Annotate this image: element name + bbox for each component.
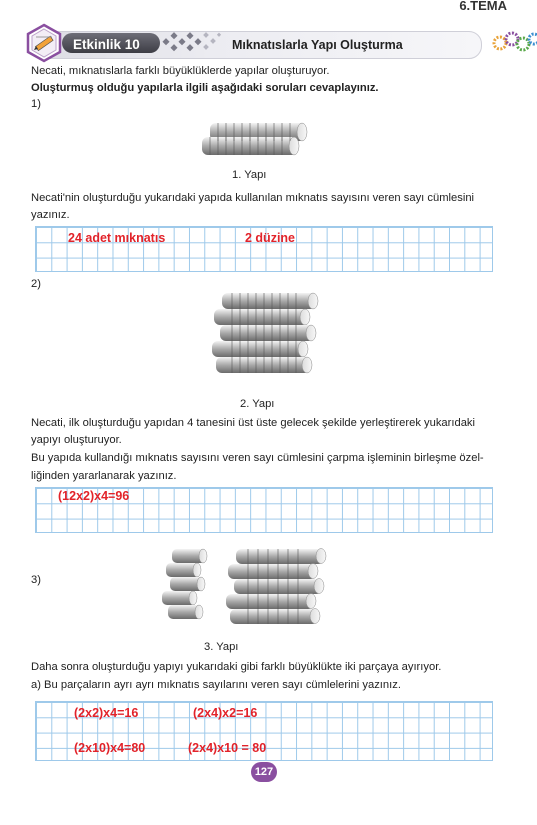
decorative-arc-icon — [478, 705, 537, 825]
q2-question-line1: Necati, ilk oluşturduğu yapıdan 4 tanesini üst üste gelecek şekilde yerleştirerek yukarıdaki — [31, 417, 476, 429]
q2-caption: 2. Yapı — [240, 398, 275, 410]
magnet-structure-3a-image — [160, 545, 210, 625]
q2-question-line4: liğinden yararlanarak yazınız. — [31, 470, 177, 482]
q3-number: 3) — [31, 574, 41, 586]
gears-icon — [492, 29, 537, 55]
q3-question-line2: a) Bu parçaların ayrı ayrı mıknatıs sayılarını veren sayı cümlelerini yazınız. — [31, 679, 401, 691]
page-number: 127 — [251, 762, 277, 782]
q1-question-line2: yazınız. — [31, 209, 70, 221]
activity-label: Etkinlik 10 — [73, 37, 140, 52]
q3-question-line1: Daha sonra oluşturduğu yapıyı yukarıdaki gibi farklı büyüklükte iki parçaya ayırıyor. — [31, 661, 442, 673]
intro-text: Necati, mıknatıslarla farklı büyüklüklerde yapılar oluşturuyor. — [31, 65, 330, 77]
q2-answer: (12x2)x4=96 — [58, 489, 130, 503]
q2-number: 2) — [31, 278, 41, 290]
q3-answer-2: (2x4)x2=16 — [193, 706, 258, 720]
q1-number: 1) — [31, 98, 41, 110]
decorative-dots-icon — [160, 29, 225, 57]
q3-answer-1: (2x2)x4=16 — [74, 706, 139, 720]
theme-label: 6.TEMA — [459, 0, 507, 13]
magnet-structure-2-image — [200, 285, 322, 381]
q3-caption: 3. Yapı — [204, 641, 239, 653]
q3-answer-4: (2x4)x10 = 80 — [188, 741, 267, 755]
pencil-hexagon-icon — [24, 23, 64, 63]
q1-question-line1: Necati'nin oluşturduğu yukarıdaki yapıda kullanılan mıknatıs sayısını veren sayı cümlesini — [31, 192, 475, 204]
activity-title: Mıknatıslarla Yapı Oluşturma — [232, 38, 403, 52]
q1-answer-b: 2 düzine — [245, 231, 296, 245]
magnet-structure-3b-image — [218, 545, 328, 633]
magnet-structure-1-image — [198, 105, 310, 165]
q2-question-line3: Bu yapıda kullandığı mıknatıs sayısını veren sayı cümlesini çarpma işleminin birleşme özel- — [31, 452, 484, 464]
q2-question-line2: yapıyı oluşturuyor. — [31, 434, 122, 446]
q1-answer-a: 24 adet mıknatıs — [68, 231, 166, 245]
q3-answer-3: (2x10)x4=80 — [74, 741, 146, 755]
q1-caption: 1. Yapı — [232, 169, 267, 181]
instruction-text: Oluşturmuş olduğu yapılarla ilgili aşağıdaki soruları cevaplayınız. — [31, 82, 379, 94]
